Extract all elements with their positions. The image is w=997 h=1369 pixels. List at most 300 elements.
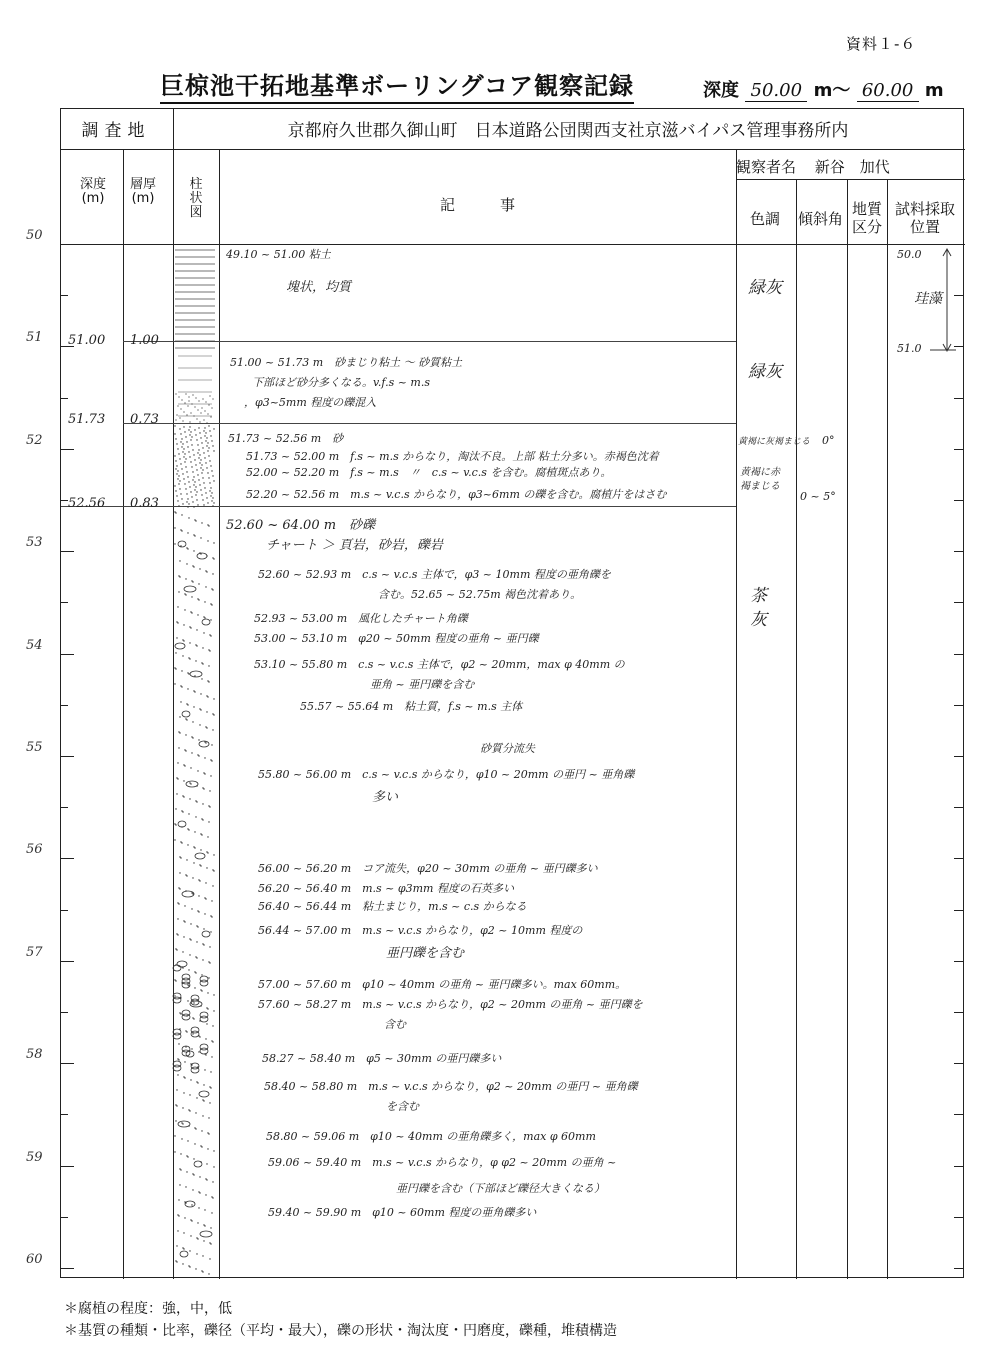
- sand-dot: [195, 464, 196, 465]
- sand-dot: [193, 454, 194, 455]
- sand-dot: [183, 1092, 184, 1093]
- sand-dot: [209, 490, 210, 491]
- sand-dot: [190, 923, 191, 924]
- sand-dot: [205, 882, 206, 883]
- sand-dot: [188, 451, 189, 452]
- sand-dot: [204, 757, 205, 758]
- sand-dot: [182, 655, 183, 656]
- sand-dot: [203, 944, 204, 945]
- sand-dot: [202, 787, 203, 788]
- sand-dot: [181, 670, 182, 671]
- sand-dot: [196, 499, 197, 500]
- sand-dot: [187, 532, 188, 533]
- sand-dot: [183, 1076, 184, 1077]
- sand-dot: [194, 459, 195, 460]
- sand-dot: [200, 412, 201, 413]
- sand-dot: [186, 875, 187, 876]
- description-line: 56.20 ~ 56.40 m m.s ~ φ3mm 程度の石英多い: [258, 882, 514, 895]
- sand-dot: [174, 511, 175, 512]
- layer-thickness-1: 1.00: [130, 333, 159, 348]
- sand-dot: [200, 553, 201, 554]
- sand-dot: [198, 895, 199, 896]
- header-thickness: 層厚(m): [129, 177, 156, 206]
- sand-dot: [184, 1077, 185, 1078]
- sand-dot: [186, 1171, 187, 1172]
- description-line: 59.40 ~ 59.90 m φ10 ~ 60mm 程度の亜角礫多い: [268, 1206, 537, 1219]
- pebble: [175, 643, 185, 649]
- depth-range-label: 深度: [703, 80, 739, 101]
- sand-dot: [182, 503, 183, 504]
- sand-dot: [179, 1012, 180, 1013]
- sand-dot: [187, 405, 188, 406]
- sand-dot: [194, 831, 195, 832]
- sand-dot: [205, 462, 206, 463]
- sand-dot: [194, 489, 195, 490]
- sand-dot: [198, 911, 199, 912]
- sand-dot: [185, 750, 186, 751]
- description-line: 51.73 ~ 52.00 m f.s ~ m.s からなり，淘汰不良。上部 粘土分多い。赤褐色沈着: [246, 450, 659, 463]
- sand-dot: [210, 635, 211, 636]
- sand-dot: [202, 1115, 203, 1116]
- sand-dot: [208, 977, 209, 978]
- description-line: 52.20 ~ 52.56 m m.s ~ v.c.s からなり，φ3~6mm の礫を含む。腐植片をはさむ: [246, 488, 667, 501]
- sand-dot: [190, 461, 191, 462]
- pebble: [178, 1121, 190, 1127]
- sand-dot: [185, 1030, 186, 1031]
- ruler-label: 57: [26, 944, 43, 960]
- sand-dot: [192, 565, 193, 566]
- sand-dot: [196, 1237, 197, 1238]
- sand-dot: [212, 1025, 213, 1026]
- sand-dot: [203, 452, 204, 453]
- sand-dot: [189, 658, 190, 659]
- sand-dot: [174, 527, 175, 528]
- sand-dot: [211, 900, 212, 901]
- sand-dot: [175, 1120, 176, 1121]
- right-tick: [954, 961, 964, 962]
- sand-dot: [206, 1179, 207, 1180]
- sand-dot: [207, 502, 208, 503]
- sand-dot: [213, 698, 214, 699]
- pebble: [182, 974, 190, 980]
- sand-dot: [191, 612, 192, 613]
- sand-dot: [198, 479, 199, 480]
- sand-dot: [191, 752, 192, 753]
- description-line: 58.80 ~ 59.06 m φ10 ~ 40mm の亜角礫多く，max φ 60mm: [266, 1130, 596, 1143]
- sand-dot: [200, 989, 201, 990]
- sand-dot: [208, 805, 209, 806]
- sand-dot: [197, 926, 198, 927]
- sand-dot: [190, 412, 191, 413]
- layer-depth-2: 51.73: [68, 412, 106, 427]
- sand-dot: [187, 1140, 188, 1141]
- sand-dot: [204, 1069, 205, 1070]
- sand-dot: [192, 581, 193, 582]
- page-title: 巨椋池干拓地基準ボーリングコア観察記録: [160, 66, 634, 104]
- sand-dot: [177, 778, 178, 779]
- sand-dot: [175, 468, 176, 469]
- sand-dot: [205, 1178, 206, 1179]
- sand-dot: [210, 619, 211, 620]
- sand-dot: [202, 647, 203, 648]
- description-line: 砂質分流失: [480, 742, 535, 755]
- sand-dot: [200, 459, 201, 460]
- sand-dot: [174, 425, 175, 426]
- sand-dot: [174, 683, 175, 684]
- sand-dot: [200, 849, 201, 850]
- sand-dot: [178, 1059, 179, 1060]
- sand-dot: [176, 473, 177, 474]
- ruler-minor-tick: [60, 1217, 68, 1218]
- pebble: [173, 1061, 181, 1067]
- sand-dot: [212, 869, 213, 870]
- sample-label: 珪藻: [914, 291, 942, 307]
- layer-thickness-3: 0.83: [130, 496, 159, 511]
- sand-dot: [188, 657, 189, 658]
- sand-dot: [183, 640, 184, 641]
- sand-dot: [211, 744, 212, 745]
- sand-dot: [183, 780, 184, 781]
- ruler-label: 54: [26, 637, 43, 653]
- description-line: 52.00 ~ 52.20 m f.s ~ m.s 〃 c.s ~ v.c.s を含む。腐植斑点あり。: [246, 466, 612, 479]
- sand-dot: [185, 1046, 186, 1047]
- sand-dot: [191, 1048, 192, 1049]
- sand-dot: [201, 990, 202, 991]
- sand-dot: [198, 427, 199, 428]
- sand-dot: [200, 537, 201, 538]
- sand-dot: [175, 460, 176, 461]
- sand-dot: [201, 472, 202, 473]
- description-line: 52.60 ~ 52.93 m c.s ~ v.c.s 主体で，φ3 ~ 10mm 程度の亜角礫を: [258, 568, 611, 581]
- sand-dot: [185, 734, 186, 735]
- sand-dot: [204, 913, 205, 914]
- sand-dot: [199, 568, 200, 569]
- sand-dot: [178, 575, 179, 576]
- sample-range-arrow-icon: [930, 246, 964, 356]
- sand-dot: [187, 672, 188, 673]
- sand-dot: [193, 846, 194, 847]
- sand-dot: [191, 1220, 192, 1221]
- sand-dot: [189, 1094, 190, 1095]
- ruler-minor-tick: [60, 807, 68, 808]
- sand-dot: [205, 898, 206, 899]
- sand-dot: [175, 393, 176, 394]
- sand-dot: [183, 764, 184, 765]
- sand-dot: [186, 493, 187, 494]
- sand-dot: [202, 469, 203, 470]
- sand-dot: [185, 458, 186, 459]
- sand-dot: [183, 456, 184, 457]
- sand-dot: [177, 902, 178, 903]
- sand-dot: [208, 525, 209, 526]
- sand-dot: [191, 1204, 192, 1205]
- sand-dot: [212, 573, 213, 574]
- sand-dot: [185, 488, 186, 489]
- sand-dot: [204, 601, 205, 602]
- ruler-major-tick: [60, 1268, 74, 1269]
- sand-dot: [207, 442, 208, 443]
- sand-dot: [182, 1247, 183, 1248]
- sand-dot: [177, 918, 178, 919]
- sand-dot: [174, 995, 175, 996]
- sand-dot: [174, 485, 175, 486]
- sand-dot: [176, 1245, 177, 1246]
- sand-dot: [181, 514, 182, 515]
- sand-dot: [194, 519, 195, 520]
- footnote-2: ＊基質の種類・比率，礫径（平均・最大），礫の形状・淘汰度・円磨度，礫種，堆積構造: [64, 1323, 617, 1339]
- sand-dot: [184, 593, 185, 594]
- sand-dot: [186, 1031, 187, 1032]
- sand-dot: [187, 476, 188, 477]
- ruler-label: 60: [26, 1252, 43, 1267]
- sand-dot: [178, 731, 179, 732]
- header-geo-division: 地質区分: [851, 200, 882, 236]
- sand-dot: [201, 1146, 202, 1147]
- sand-dot: [181, 399, 182, 400]
- sand-dot: [212, 557, 213, 558]
- sand-dot: [196, 801, 197, 802]
- pebble: [173, 965, 181, 971]
- sand-dot: [208, 455, 209, 456]
- sand-dot: [188, 503, 189, 504]
- sand-dot: [193, 862, 194, 863]
- sand-dot: [213, 1150, 214, 1151]
- sand-dot: [177, 478, 178, 479]
- sand-dot: [204, 457, 205, 458]
- sand-dot: [192, 877, 193, 878]
- sand-dot: [190, 431, 191, 432]
- sand-dot: [203, 504, 204, 505]
- sand-dot: [212, 1041, 213, 1042]
- description-line: 51.00 ~ 51.73 m 砂まじり粘土 ～ 砂質粘土: [230, 356, 463, 369]
- sand-dot: [182, 795, 183, 796]
- description-line: を含む: [386, 1100, 419, 1113]
- column-divider: [796, 179, 797, 1279]
- sand-dot: [190, 627, 191, 628]
- sand-dot: [200, 437, 201, 438]
- sand-dot: [196, 439, 197, 440]
- sand-dot: [179, 1168, 180, 1169]
- sand-dot: [201, 818, 202, 819]
- ruler-major-tick: [60, 756, 74, 757]
- pebble: [177, 961, 187, 967]
- sand-dot: [207, 413, 208, 414]
- sand-dot: [181, 446, 182, 447]
- sand-dot: [207, 852, 208, 853]
- sand-dot: [188, 1265, 189, 1266]
- description-line: 55.80 ~ 56.00 m c.s ~ v.c.s からなり，φ10 ~ 20mm の亜円 ~ 亜角礫: [258, 768, 635, 781]
- pebble: [173, 1029, 181, 1035]
- description-line: 含む: [384, 1018, 406, 1031]
- sand-dot: [204, 435, 205, 436]
- sand-dot: [198, 879, 199, 880]
- sand-dot: [176, 414, 177, 415]
- sand-dot: [205, 586, 206, 587]
- sand-dot: [206, 1163, 207, 1164]
- sand-dot: [187, 548, 188, 549]
- sand-dot: [200, 467, 201, 468]
- sand-dot: [199, 1176, 200, 1177]
- sand-dot: [191, 736, 192, 737]
- layer-thickness-2: 0.73: [130, 412, 159, 427]
- sand-dot: [186, 859, 187, 860]
- ruler-minor-tick: [60, 705, 68, 706]
- sand-dot: [187, 506, 188, 507]
- pebble: [202, 619, 210, 625]
- sand-dot: [198, 457, 199, 458]
- sand-dot: [193, 534, 194, 535]
- sand-dot: [177, 762, 178, 763]
- sand-dot: [180, 408, 181, 409]
- sand-dot: [189, 798, 190, 799]
- column-divider: [736, 149, 737, 1279]
- layer-boundary: [61, 506, 736, 507]
- sand-dot: [197, 598, 198, 599]
- sand-dot: [203, 1224, 204, 1225]
- pebble: [180, 1251, 188, 1257]
- sand-dot: [182, 639, 183, 640]
- ruler-minor-tick: [60, 398, 68, 399]
- sand-dot: [192, 1189, 193, 1190]
- description-line: 51.73 ~ 52.56 m 砂: [228, 432, 344, 445]
- right-tick: [954, 1012, 964, 1013]
- sand-dot: [197, 910, 198, 911]
- depth-range: [703, 76, 944, 102]
- sand-dot: [189, 456, 190, 457]
- sand-dot: [212, 885, 213, 886]
- sand-dot: [186, 1155, 187, 1156]
- sand-dot: [179, 872, 180, 873]
- sand-dot: [209, 482, 210, 483]
- survey-site-value: 京都府久世郡久御山町 日本道路公団関西支社京滋バイパス管理事務所内: [287, 121, 849, 141]
- sand-dot: [197, 504, 198, 505]
- sand-dot: [176, 933, 177, 934]
- sand-dot: [179, 417, 180, 418]
- color-3: 黄褐に灰褐まじる: [738, 437, 811, 447]
- sand-dot: [199, 880, 200, 881]
- sand-dot: [213, 558, 214, 559]
- sand-dot: [181, 438, 182, 439]
- right-tick: [954, 1217, 964, 1218]
- sand-dot: [205, 401, 206, 402]
- sand-dot: [202, 398, 203, 399]
- sand-dot: [181, 1138, 182, 1139]
- sand-dot: [175, 419, 176, 420]
- sand-dot: [181, 468, 182, 469]
- column-divider: [219, 149, 220, 1279]
- sand-dot: [195, 972, 196, 973]
- sand-dot: [189, 642, 190, 643]
- sand-dot: [197, 452, 198, 453]
- sand-dot: [196, 941, 197, 942]
- sand-dot: [209, 806, 210, 807]
- sand-dot: [175, 512, 176, 513]
- sand-dot: [211, 470, 212, 471]
- ruler-major-tick: [60, 449, 74, 450]
- sand-dot: [193, 1018, 194, 1019]
- sand-dot: [193, 484, 194, 485]
- sand-dot: [193, 566, 194, 567]
- sand-dot: [205, 1054, 206, 1055]
- sand-dot: [182, 451, 183, 452]
- description-line: 53.10 ~ 55.80 m c.s ~ v.c.s 主体で，φ2 ~ 20mm，max φ 40mm の: [254, 658, 625, 671]
- sand-dot: [208, 681, 209, 682]
- sand-dot: [188, 969, 189, 970]
- pebble: [191, 995, 199, 1001]
- right-tick: [954, 1166, 964, 1167]
- header-dip: 傾斜角: [797, 210, 843, 228]
- sand-dot: [211, 500, 212, 501]
- sand-dot: [201, 834, 202, 835]
- sand-dot: [187, 704, 188, 705]
- sand-dot: [179, 560, 180, 561]
- sand-dot: [196, 629, 197, 630]
- sand-dot: [202, 1099, 203, 1100]
- sand-dot: [199, 1036, 200, 1037]
- sand-dot: [175, 490, 176, 491]
- sand-dot: [189, 954, 190, 955]
- sand-dot: [195, 816, 196, 817]
- sand-dot: [187, 446, 188, 447]
- sand-dot: [197, 474, 198, 475]
- sand-dot: [213, 502, 214, 503]
- sand-dot: [203, 772, 204, 773]
- pebble: [197, 553, 207, 559]
- sand-dot: [206, 445, 207, 446]
- sand-dot: [189, 434, 190, 435]
- sand-dot: [178, 505, 179, 506]
- sand-dot: [176, 949, 177, 950]
- sand-dot: [202, 477, 203, 478]
- sand-dot: [208, 1133, 209, 1134]
- sand-dot: [190, 767, 191, 768]
- sand-dot: [212, 445, 213, 446]
- sand-dot: [206, 711, 207, 712]
- sand-dot: [194, 1127, 195, 1128]
- pebble: [173, 993, 181, 999]
- sand-dot: [181, 810, 182, 811]
- sand-dot: [198, 583, 199, 584]
- sand-dot: [211, 604, 212, 605]
- sand-dot: [195, 1128, 196, 1129]
- sand-dot: [178, 453, 179, 454]
- sand-dot: [211, 407, 212, 408]
- sand-dot: [183, 920, 184, 921]
- sand-dot: [210, 931, 211, 932]
- sand-dot: [192, 1033, 193, 1034]
- sand-dot: [195, 494, 196, 495]
- pebble: [202, 931, 210, 937]
- sand-dot: [201, 678, 202, 679]
- sand-dot: [179, 1184, 180, 1185]
- row-divider: [61, 149, 965, 150]
- sand-dot: [182, 473, 183, 474]
- sand-dot: [184, 609, 185, 610]
- sand-dot: [195, 397, 196, 398]
- sand-dot: [207, 836, 208, 837]
- sand-dot: [208, 477, 209, 478]
- sand-dot: [210, 775, 211, 776]
- ruler-label: 59: [26, 1149, 43, 1165]
- sand-dot: [189, 782, 190, 783]
- sand-dot: [178, 1215, 179, 1216]
- sand-dot: [175, 1260, 176, 1261]
- sand-dot: [201, 974, 202, 975]
- sand-dot: [180, 1153, 181, 1154]
- sand-dot: [187, 828, 188, 829]
- sand-dot: [203, 1240, 204, 1241]
- pebble: [191, 1063, 199, 1069]
